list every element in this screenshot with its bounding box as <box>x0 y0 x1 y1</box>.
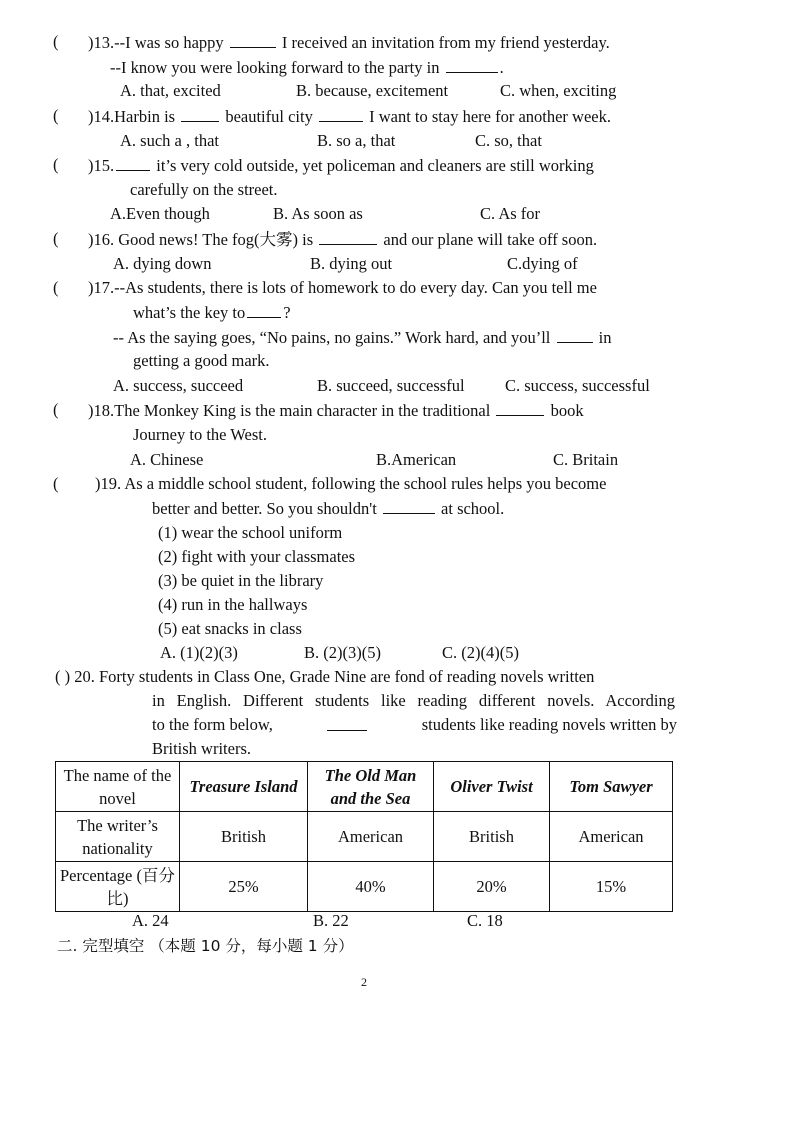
novel-title-1: Treasure Island <box>180 762 308 812</box>
question-20-blank-1[interactable] <box>327 715 367 731</box>
question-13-number: )13. <box>88 33 115 52</box>
novel-title-2: The Old Man and the Sea <box>308 762 434 812</box>
question-19-line-1 <box>95 474 606 494</box>
question-13-option-c[interactable]: C. when, exciting <box>500 81 617 100</box>
question-19-blank-1[interactable] <box>383 498 435 514</box>
question-15-option-b[interactable]: B. As soon as <box>273 204 363 223</box>
answer-paren-q16: ( <box>53 229 59 248</box>
percentage-3: 20% <box>434 862 550 912</box>
question-13-text-d: . <box>499 58 504 77</box>
row-header-percentage: Percentage (百分比) <box>56 862 180 912</box>
question-17-text-c: ? <box>283 303 291 322</box>
question-17-blank-1[interactable] <box>247 302 281 318</box>
nationality-1: British <box>180 812 308 862</box>
question-19-text-c: at school. <box>441 499 505 518</box>
question-16-option-c[interactable]: C.dying of <box>507 254 578 273</box>
percentage-2: 40% <box>308 862 434 912</box>
question-17-number: )17. <box>88 278 115 297</box>
percentage-4: 15% <box>550 862 673 912</box>
answer-paren-q13: ( <box>53 32 59 51</box>
question-19-item-4: (4) run in the hallways <box>158 595 308 614</box>
nationality-2: American <box>308 812 434 862</box>
question-19-number: )19. <box>95 474 122 493</box>
question-14-text-a: Harbin is <box>114 107 176 126</box>
answer-paren-q15: ( <box>53 155 59 174</box>
question-17-line-3 <box>113 327 611 348</box>
question-18-text-b: book <box>550 401 584 420</box>
section-title-cloze: 二. 完型填空 （本题 10 分，每小题 1 分） <box>57 937 354 955</box>
novel-title-4: Tom Sawyer <box>550 762 673 812</box>
question-19-text-b: better and better. So you shouldn't <box>152 499 377 518</box>
question-13-option-a[interactable]: A. that, excited <box>120 81 221 100</box>
question-14-number: )14. <box>88 107 115 126</box>
question-14-option-a[interactable]: A. such a , that <box>120 131 219 150</box>
question-18-line-1 <box>88 400 584 421</box>
table-row-nationality <box>56 812 673 862</box>
answer-paren-q18: ( <box>53 400 59 419</box>
question-14-text-b: beautiful city <box>225 107 313 126</box>
question-17-line-1 <box>88 278 597 298</box>
novel-title-3: Oliver Twist <box>434 762 550 812</box>
question-16-number: )16. <box>88 230 115 249</box>
question-17-text-d: -- As the saying goes, “No pains, no gains.” Work hard, and you’ll <box>113 328 551 347</box>
question-13-line-2 <box>110 57 504 78</box>
question-20-number: ) 20. <box>64 667 95 686</box>
question-15-blank-1[interactable] <box>116 155 150 171</box>
question-18-option-b[interactable]: B.American <box>376 450 457 469</box>
question-19-option-b[interactable]: B. (2)(3)(5) <box>304 643 381 662</box>
question-20-text-b: to the form below, <box>152 715 273 734</box>
question-16-option-b[interactable]: B. dying out <box>310 254 393 273</box>
question-18-option-a[interactable]: A. Chinese <box>130 450 204 469</box>
answer-paren-q17: ( <box>53 278 59 297</box>
question-17-blank-2[interactable] <box>557 327 593 343</box>
question-20-line-2: in English. Different students like reading different novels. According <box>152 691 675 710</box>
question-20-text-c: students like reading novels written by <box>421 715 677 734</box>
row-header-novel-name: The name of the novel <box>56 762 180 812</box>
question-16-option-a[interactable]: A. dying down <box>113 254 212 273</box>
question-13-text-c: --I know you were looking forward to the party in <box>110 58 440 77</box>
question-18-number: )18. <box>88 401 115 420</box>
page-number: 2 <box>361 975 367 989</box>
nationality-3: British <box>434 812 550 862</box>
table-row-percentage <box>56 862 673 912</box>
question-17-line-2 <box>133 302 291 323</box>
question-13-line-1 <box>88 32 610 53</box>
question-13-blank-2[interactable] <box>446 57 498 73</box>
answer-paren-q19: ( <box>53 474 59 493</box>
question-14-text-c: I want to stay here for another week. <box>369 107 611 126</box>
question-20-option-b[interactable]: B. 22 <box>313 911 349 930</box>
percentage-1: 25% <box>180 862 308 912</box>
question-20-line-4: British writers. <box>152 739 251 758</box>
question-15-number: )15. <box>88 156 115 175</box>
question-17-option-c[interactable]: C. success, successful <box>505 376 650 395</box>
question-19-item-3: (3) be quiet in the library <box>158 571 324 590</box>
question-15-line-2: carefully on the street. <box>130 180 278 199</box>
question-19-option-a[interactable]: A. (1)(2)(3) <box>160 643 238 662</box>
question-18-blank-1[interactable] <box>496 400 544 416</box>
question-17-text-e: in <box>598 328 612 347</box>
question-15-option-a[interactable]: A.Even though <box>110 204 210 223</box>
question-19-item-2: (2) fight with your classmates <box>158 547 356 566</box>
question-18-line-2: Journey to the West. <box>133 425 268 444</box>
question-20-line-3 <box>152 715 677 735</box>
question-17-text-b: what’s the key to <box>133 303 246 322</box>
question-14-option-b[interactable]: B. so a, that <box>317 131 396 150</box>
nationality-4: American <box>550 812 673 862</box>
question-17-option-a[interactable]: A. success, succeed <box>113 376 244 395</box>
question-16-line-1 <box>88 229 597 250</box>
question-20-option-a[interactable]: A. 24 <box>132 911 169 930</box>
question-19-item-5: (5) eat snacks in class <box>158 619 302 638</box>
question-13-text-b: I received an invitation from my friend yesterday. <box>281 33 610 52</box>
question-18-text-a: The Monkey King is the main character in the traditional <box>114 401 491 420</box>
question-16-text-a: Good news! The fog(大雾) is <box>118 230 314 249</box>
question-16-blank-1[interactable] <box>319 229 377 245</box>
question-20-text-a: Forty students in Class One, Grade Nine are fond of reading novels written <box>99 667 595 686</box>
question-17-option-b[interactable]: B. succeed, successful <box>317 376 465 395</box>
question-14-option-c[interactable]: C. so, that <box>475 131 542 150</box>
question-15-option-c[interactable]: C. As for <box>480 204 541 223</box>
row-header-nationality: The writer’s nationality <box>56 812 180 862</box>
question-14-blank-2[interactable] <box>319 106 363 122</box>
table-row-novel-names <box>56 762 673 812</box>
question-19-text-a: As a middle school student, following the school rules helps you become <box>124 474 607 493</box>
question-15-line-1 <box>88 155 594 176</box>
question-19-item-1: (1) wear the school uniform <box>158 523 343 542</box>
question-19-option-c[interactable]: C. (2)(4)(5) <box>442 643 519 662</box>
question-14-blank-1[interactable] <box>181 106 219 122</box>
question-20-line-1 <box>55 667 594 687</box>
question-14-line-1 <box>88 106 611 127</box>
answer-paren-q14: ( <box>53 106 59 125</box>
question-17-line-4: getting a good mark. <box>133 351 270 370</box>
question-20-option-c[interactable]: C. 18 <box>467 911 503 930</box>
question-13-blank-1[interactable] <box>230 32 276 48</box>
question-16-text-b: and our plane will take off soon. <box>383 230 598 249</box>
question-17-text-a: --As students, there is lots of homework to do every day. Can you tell me <box>114 278 597 297</box>
question-18-option-c[interactable]: C. Britain <box>553 450 619 469</box>
answer-paren-q20: ( <box>55 667 61 686</box>
question-13-text-a: --I was so happy <box>114 33 224 52</box>
question-13-option-b[interactable]: B. because, excitement <box>296 81 449 100</box>
novel-table <box>55 761 673 912</box>
question-19-line-2 <box>152 498 504 519</box>
question-15-text-a: it’s very cold outside, yet policeman and cleaners are still working <box>156 156 594 175</box>
